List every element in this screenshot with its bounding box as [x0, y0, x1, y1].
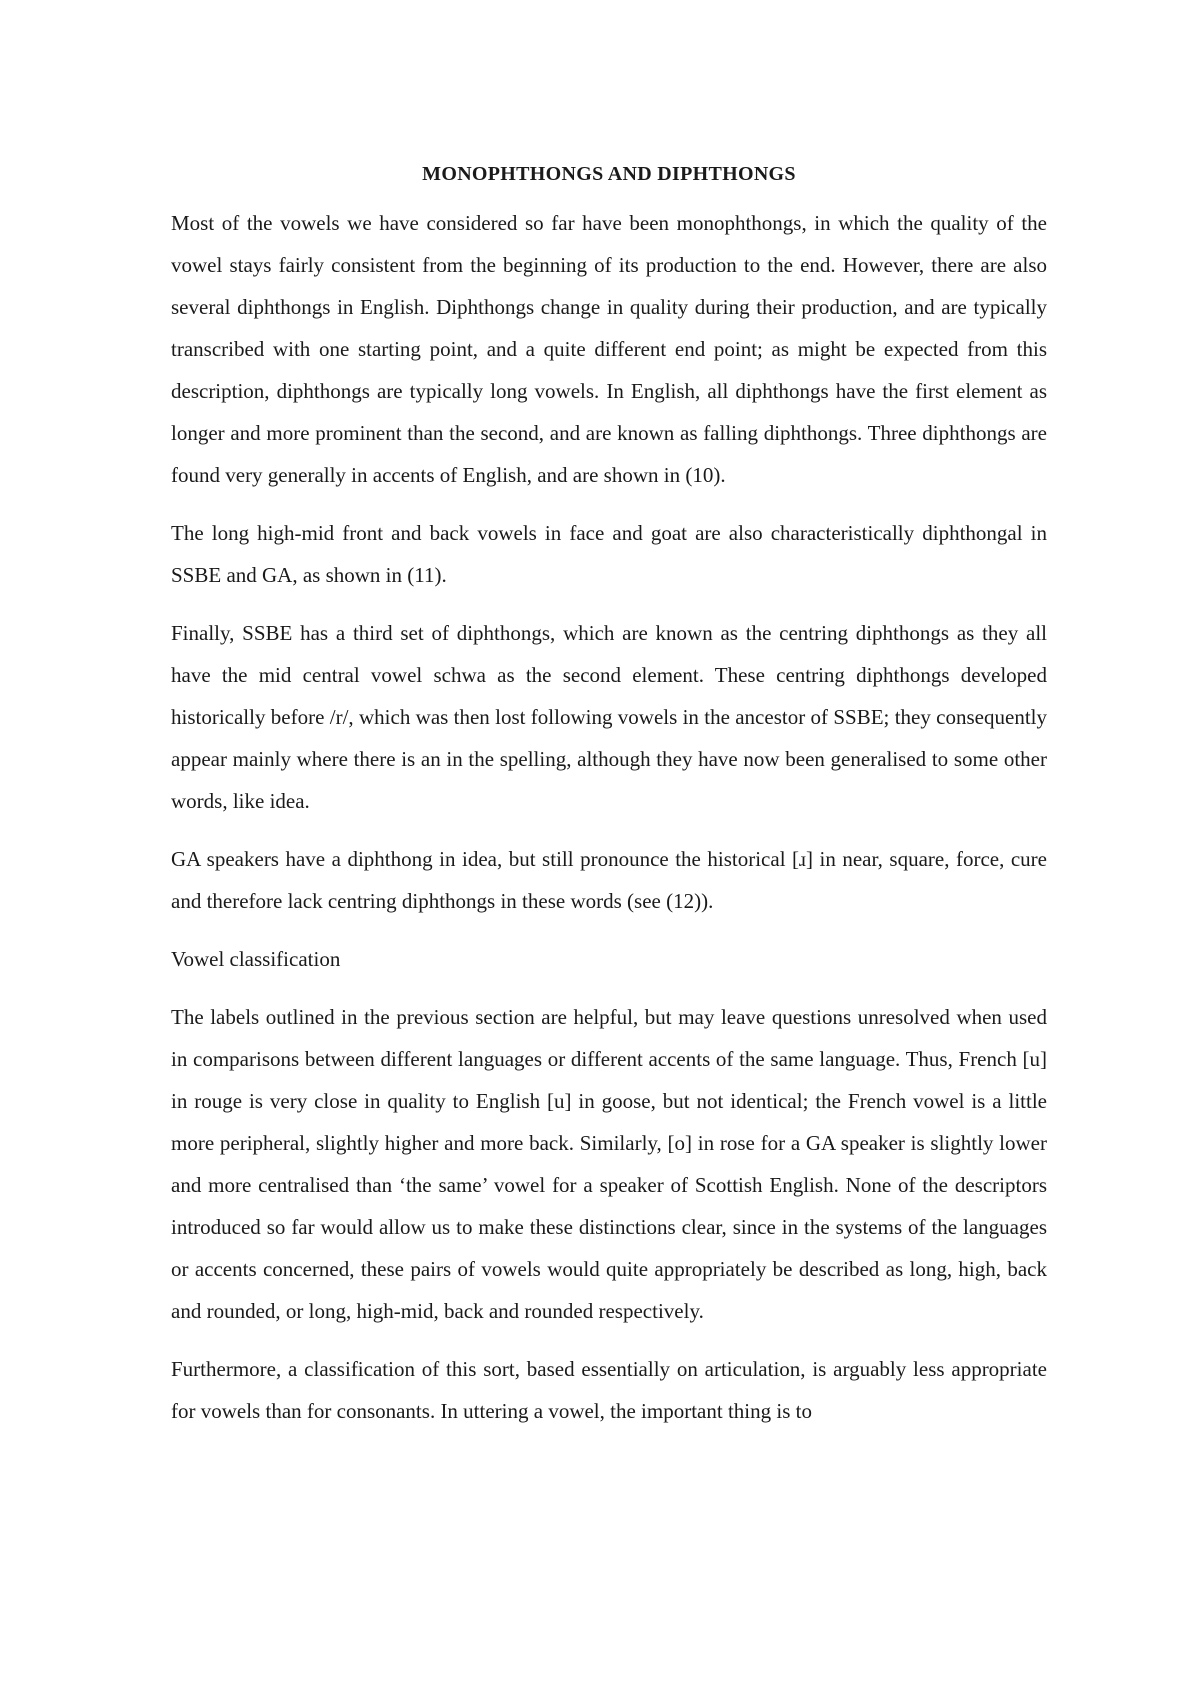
paragraph-ga-speakers: GA speakers have a diphthong in idea, but still pronounce the historical [ɹ] in near, square, force, cure and therefore lack centring diphthongs in these words (see (12)). [171, 847, 1047, 913]
document-body [171, 160, 1047, 1448]
paragraph-labels-outlined: The labels outlined in the previous section are helpful, but may leave questions unresolved when used in comparisons between different languages or different accents of the same language. Thus, French [u] in rouge is very close in quality to English [u] in goose, but not identical; the French vowel is a little more peripheral, slightly higher and more back. Similarly, [o] in rose for a GA speaker is slightly lower and more centralised than ‘the same’ vowel for a speaker of Scottish English. None of the descriptors introduced so far would allow us to make these distinctions clear, since in the systems of the languages or accents concerned, these pairs of vowels would quite appropriately be described as long, high, back and rounded, or long, high-mid, back and rounded respectively. [171, 1005, 1047, 1323]
paragraph-classification-articulation: Furthermore, a classification of this sort, based essentially on articulation, is arguably less appropriate for vowels than for consonants. In uttering a vowel, the important thing is to [171, 1357, 1047, 1423]
section-heading-vowel-classification: Vowel classification [171, 947, 341, 971]
paragraph-centring-diphthongs: Finally, SSBE has a third set of diphthongs, which are known as the centring diphthongs as they all have the mid central vowel schwa as the second element. These centring diphthongs developed historically before /r/, which was then lost following vowels in the ancestor of SSBE; they consequently appear mainly where there is an in the spelling, although they have now been generalised to some other words, like idea. [171, 621, 1047, 813]
paragraph-face-goat: The long high-mid front and back vowels in face and goat are also characteristically diphthongal in SSBE and GA, as shown in (11). [171, 521, 1047, 587]
paragraph-diphthongs-intro: Most of the vowels we have considered so far have been monophthongs, in which the quality of the vowel stays fairly consistent from the beginning of its production to the end. However, there are also several diphthongs in English. Diphthongs change in quality during their production, and are typically transcribed with one starting point, and a quite different end point; as might be expected from this description, diphthongs are typically long vowels. In English, all diphthongs have the first element as longer and more prominent than the second, and are known as falling diphthongs. Three diphthongs are found very generally in accents of English, and are shown in (10). [171, 211, 1047, 487]
document-title: MONOPHTHONGS AND DIPHTHONGS [422, 163, 796, 185]
